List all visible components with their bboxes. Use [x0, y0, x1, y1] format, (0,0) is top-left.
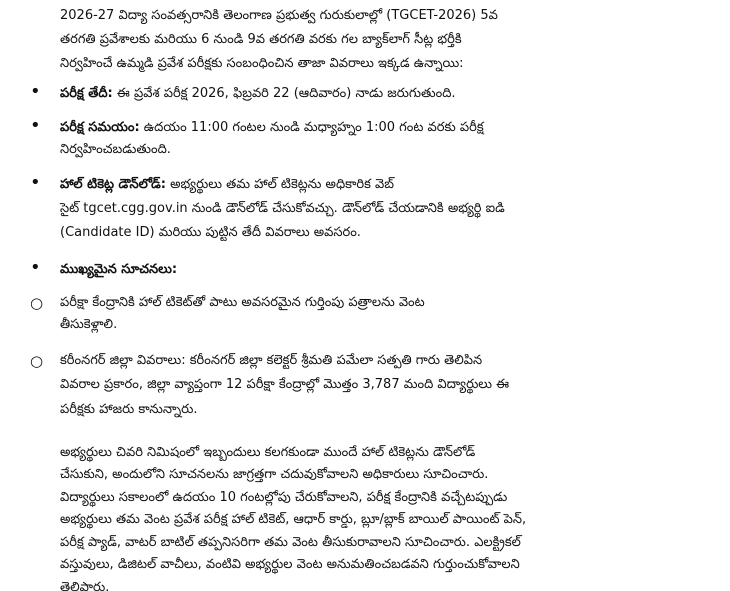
closing-line: పరీక్ష ప్యాడ్, వాటర్ బాటిల్ తప్పనిసరిగా తమ వెంట తీసుకురావాలని సూచించారు. ఎలక్ట్రికల్ [60, 535, 521, 550]
closing-line: వస్తువులు, డిజిటల్ వాచీలు, వంటివి అభ్యర్థుల వెంట అనుమతించబడవని గుర్తుంచుకోవాలని [60, 557, 520, 572]
intro-line: తరగతి ప్రవేశాలకు మరియు 6 నుండి 9వ తరగతి వరకు గల బ్యాక్‌లాగ్ సీట్ల భర్తీకి [60, 32, 462, 47]
hollow-bullet-icon: ○ [30, 352, 44, 370]
exam-time-label: పరీక్ష సమయం: [60, 120, 140, 135]
hollow-bullet-icon: ○ [30, 294, 44, 312]
subitem-line: కరీంనగర్ జిల్లా వివరాలు: కరీంనగర్ జిల్లా కలెక్టర్ శ్రీమతి పమేలా సత్పతి గారు తెలిపిన [60, 353, 483, 368]
bullet-icon: • [30, 115, 41, 136]
exam-date-text: ఈ ప్రవేశ పరీక్ష 2026, ఫిబ్రవరి 22 (ఆదివారం) నాడు జరుగుతుంది. [116, 86, 456, 101]
exam-time-text: ఉదయం 11:00 గంటల నుండి మధ్యాహ్నం 1:00 గంట వరకు పరీక్ష [143, 120, 484, 135]
hall-ticket-item [60, 175, 394, 195]
hall-ticket-text-cont: (Candidate ID) మరియు పుట్టిన తేదీ వివరాలు అవసరం. [60, 225, 361, 240]
closing-line: విద్యార్థులు సకాలంలో ఉదయం 10 గంటల్లోపు చేరుకోవాలని, పరీక్ష కేంద్రానికి వచ్చేటప్పుడు [60, 490, 508, 505]
intro-line: నిర్వహించే ఉమ్మడి ప్రవేశ పరీక్షకు సంబంధించిన తాజా వివరాలు ఇక్కడ ఉన్నాయి: [60, 56, 464, 71]
bullet-icon: • [30, 257, 41, 278]
exam-time-item [60, 118, 484, 138]
closing-line: అభ్యర్థులు తమ వెంట ప్రవేశ పరీక్ష హాల్ టికెట్, ఆధార్ కార్డు, బ్లూ/బ్లాక్ బాయిల్ పాయింట్ పెన్, [60, 512, 527, 527]
closing-line: చేసుకుని, అందులోని సూచనలను జాగ్రత్తగా చదువుకోవాలని అధికారులు సూచించారు. [60, 467, 489, 482]
exam-time-text-cont: నిర్వహించబడుతుంది. [60, 142, 171, 157]
closing-line: తెలిపారు. [60, 580, 110, 591]
bullet-icon: • [30, 81, 41, 102]
hall-ticket-text-cont: సైట్ tgcet.cgg.gov.in నుండి డౌన్‌లోడ్ చేసుకోవచ్చు. డౌన్‌లోడ్ చేయడానికి అభ్యర్థి ఐడి [60, 201, 505, 216]
subitem-line: వివరాల ప్రకారం, జిల్లా వ్యాప్తంగా 12 పరీక్షా కేంద్రాల్లో మొత్తం 3,787 మంది విద్యార్థులు ఈ [60, 377, 510, 392]
subitem-line: పరీక్షా కేంద్రానికి హాల్ టికెట్‌తో పాటు అవసరమైన గుర్తింపు పత్రాలను వెంట [60, 295, 425, 310]
exam-date-label: పరీక్ష తేదీ: [60, 86, 113, 101]
subitem-line: పరీక్షకు హాజరు కానున్నారు. [60, 402, 198, 417]
instructions-label: ముఖ్యమైన సూచనలు: [60, 262, 178, 277]
exam-date-item [60, 84, 456, 104]
subitem-line: తీసుకెళ్లాలి. [60, 317, 118, 332]
hall-ticket-label: హాల్ టికెట్ల డౌన్‌లోడ్: [60, 177, 166, 192]
closing-line: అభ్యర్థులు చివరి నిమిషంలో ఇబ్బందులు కలగకుండా ముందే హాల్ టికెట్లను డౌన్‌లోడ్ [60, 445, 476, 460]
hall-ticket-text: అభ్యర్థులు తమ హాల్ టికెట్లను అధికారిక వెబ్ [170, 177, 395, 192]
intro-line: 2026-27 విద్యా సంవత్సరానికి తెలంగాణ ప్రభుత్వ గురుకులాల్లో (TGCET-2026) 5వ [60, 8, 498, 23]
bullet-icon: • [30, 172, 41, 193]
